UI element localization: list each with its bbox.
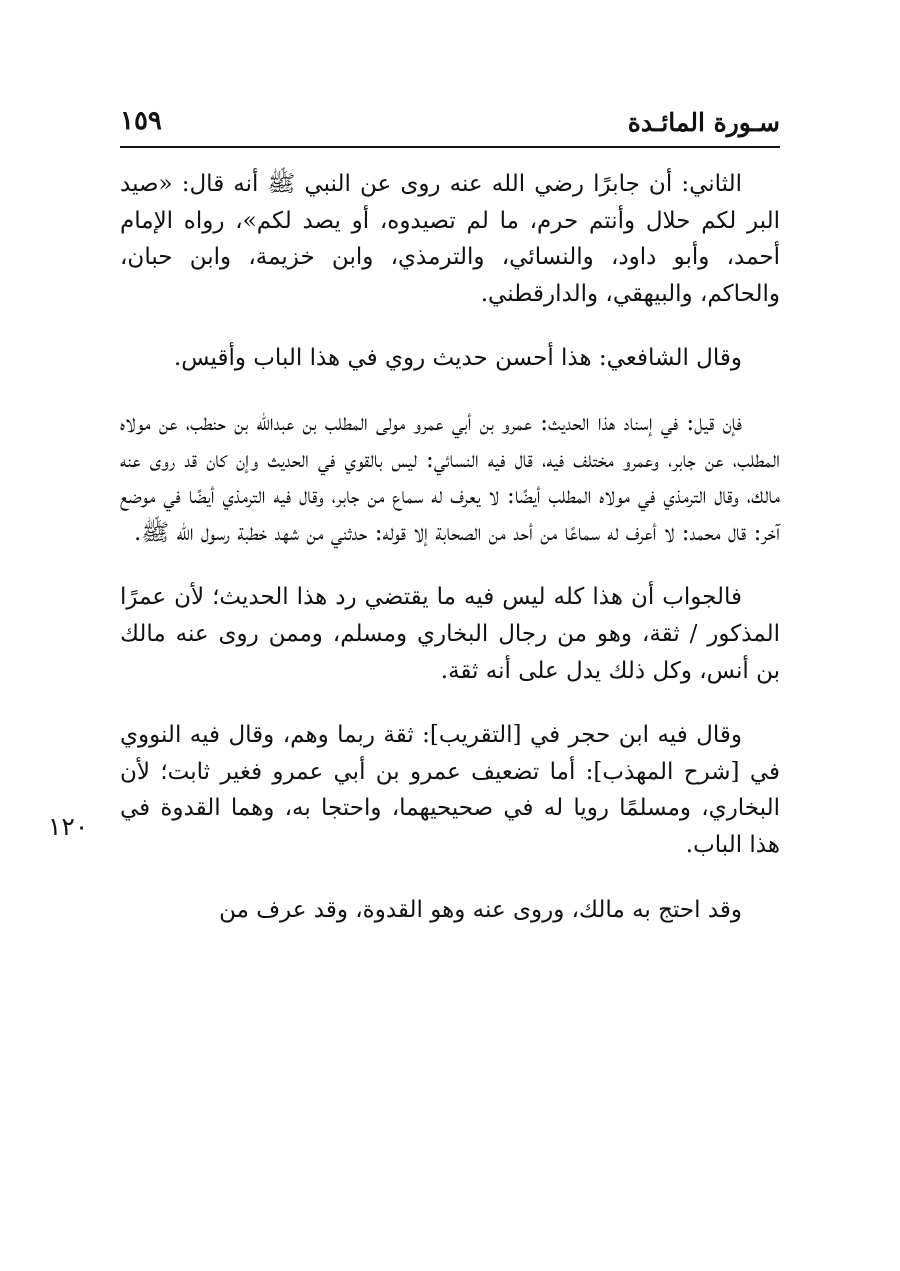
header-divider — [120, 146, 780, 148]
margin-folio-number: ١٢٠ — [48, 812, 89, 841]
running-title: سـورة المائـدة — [627, 108, 780, 137]
page-number: ١٥٩ — [120, 106, 162, 136]
paragraph-4: فالجواب أن هذا كله ليس فيه ما يقتضي رد هذا الحديث؛ لأن عمرًا المذكور / ثقة، وهو من رجال البخاري ومسلم، وممن روى عنه مالك بن أنس، وكل ذلك يدل على أنه ثقة. — [120, 584, 780, 684]
page-header — [120, 104, 780, 144]
paragraph-3: فإن قيل: في إسناد هذا الحديث: عمرو بن أبي عمرو مولى المطلب بن عبدالله بن حنطب، عن مولاه المطلب، عن جابر، وعمرو مختلف فيه، قال فيه النسائي: ليس بالقوي في الحديث وإن كان قد روى عنه مالك، وقال الترمذي في مولاه المطلب أيضًا: لا يعرف له سماع من جابر، وقال فيه الترمذي أيضًا في موضع آخر: قال محمد: لا أعرف له سماعًا من أحد من الصحابة إلا قوله: حدثني من شهد خطبة رسول الله ﷺ. — [120, 409, 780, 546]
paragraph-5: وقال فيه ابن حجر في [التقريب]: ثقة ربما وهم، وقال فيه النووي في [شرح المهذب]: أما تضعيف عمرو بن أبي عمرو فغير ثابت؛ لأن البخاري، ومسلمًا رويا له في صحيحيهما، واحتجا به، وهما القدوة في هذا الباب. — [120, 722, 780, 858]
paragraph-2: وقال الشافعي: هذا أحسن حديث روي في هذا الباب وأقيس. — [173, 345, 742, 372]
page-body — [120, 166, 780, 928]
paragraph-1: الثاني: أن جابرًا رضي الله عنه روى عن النبي ﷺ أنه قال: «صيد البر لكم حلال وأنتم حرم، ما لم تصيدوه، أو يصد لكم»، رواه الإمام أحمد، وأبو داود، والنسائي، والترمذي، وابن خزيمة، وابن حبان، والحاكم، والبيهقي، والدارقطني. — [120, 171, 780, 307]
paragraph-6: وقد احتج به مالك، وروى عنه وهو القدوة، وقد عرف من — [219, 896, 742, 923]
